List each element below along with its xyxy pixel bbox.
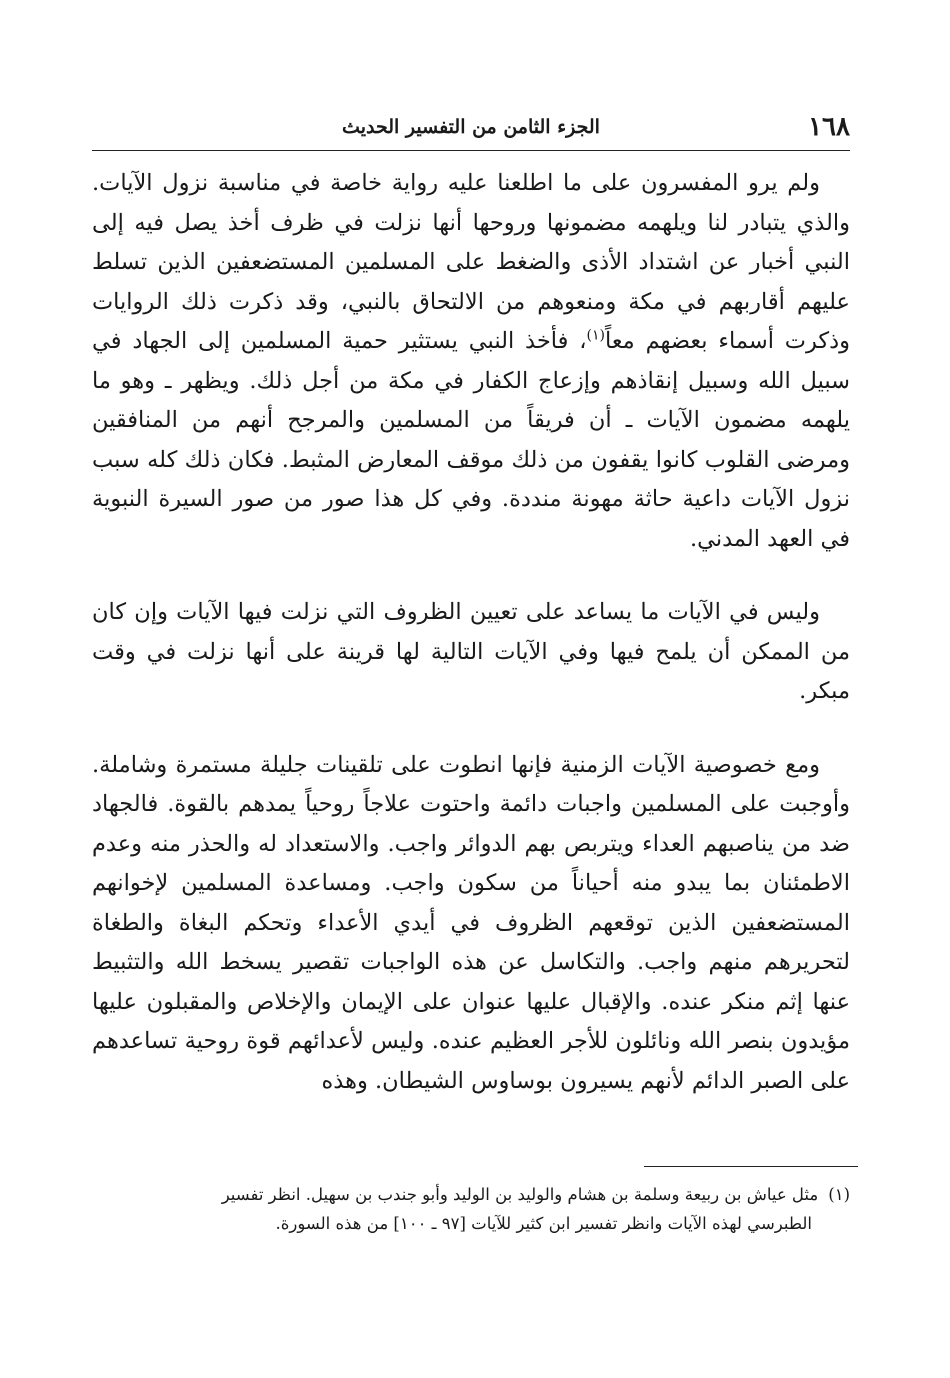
- footnote-line-2: الطبرسي لهذه الآيات وانظر تفسير ابن كثير للآيات [٩٧ ـ ١٠٠] من هذه السورة.: [275, 1214, 812, 1233]
- paragraph-1: [92, 164, 850, 559]
- footnote-reference: (١): [586, 327, 605, 344]
- paragraph-3: ومع خصوصية الآيات الزمنية فإنها انطوت على تلقينات جليلة مستمرة وشاملة. وأوجبت على المسلمين واجبات دائمة واحتوت علاجاً روحياً يمدهم بالقوة. فالجهاد ضد من يناصبهم العداء ويتربص بهم الدوائر واجب. والاستعداد له والحذر منه وعدم الاطمئنان بما يبدو منه أحياناً من سكون واجب. ومساعدة المسلمين لإخوانهم المستضعفين الذين توقعهم الظروف في أيدي الأعداء وتحكم البغاة والطغاة لتحريرهم منهم واجب. والتكاسل عن هذه الواجبات تقصير يسخط الله والتثبيط عنها إثم منكر عنده. والإقبال عليها عنوان على الإيمان والإخلاص والمقبلون عليها مؤيدون بنصر الله ونائلون للأجر العظيم عنده. وليس لأعدائهم قوة روحية تساعدهم على الصبر الدائم لأنهم يسيرون بوساوس الشيطان. وهذه: [92, 751, 850, 1094]
- paragraph-2: وليس في الآيات ما يساعد على تعيين الظروف التي نزلت فيها الآيات وإن كان من الممكن أن يلمح فيها وفي الآيات التالية لها قرينة على أنها نزلت في وقت مبكر.: [92, 599, 850, 704]
- footnote-marker: (١): [828, 1185, 850, 1204]
- paragraph-1-part-a: ولم يرو المفسرون على ما اطلعنا عليه رواية خاصة في مناسبة نزول الآيات. والذي يتبادر لنا ويلهمه مضمونها وروحها أنها نزلت في ظرف أخذ يصل فيه إلى النبي أخبار عن اشتداد الأذى والضغط على المسلمين المستضعفين الذين تسلط عليهم أقاربهم في مكة ومنعوهم من الالتحاق بالنبي، وقد ذكرت ذلك الروايات وذكرت أسماء بعضهم معاً: [92, 170, 850, 354]
- page-header: [92, 108, 850, 150]
- paragraph-1-part-b: ، فأخذ النبي يستثير حمية المسلمين إلى الجهاد في سبيل الله وسبيل إنقاذهم وإزعاج الكفار في مكة من أجل ذلك. ويظهر ـ وهو ما يلهمه مضمون الآيات ـ أن فريقاً من المسلمين والمرجح أنهم من المنافقين ومرضى القلوب كانوا يقفون من ذلك موقف المعارض المثبط. فكان ذلك كله سبب نزول الآيات داعية حاثة مهونة منددة. وفي كل هذا صور من صور السيرة النبوية في العهد المدني.: [92, 328, 850, 552]
- running-title: الجزء الثامن من التفسير الحديث: [342, 116, 600, 138]
- footnote-divider: [644, 1166, 858, 1167]
- header-divider: [92, 150, 850, 151]
- main-text: [92, 164, 850, 1101]
- footnote: [92, 1180, 850, 1238]
- footnote-line-1: مثل عياش بن ربيعة وسلمة بن هشام والوليد بن الوليد وأبو جندب بن سهيل. انظر تفسير: [221, 1185, 819, 1204]
- page-number: ١٦٨: [808, 112, 850, 142]
